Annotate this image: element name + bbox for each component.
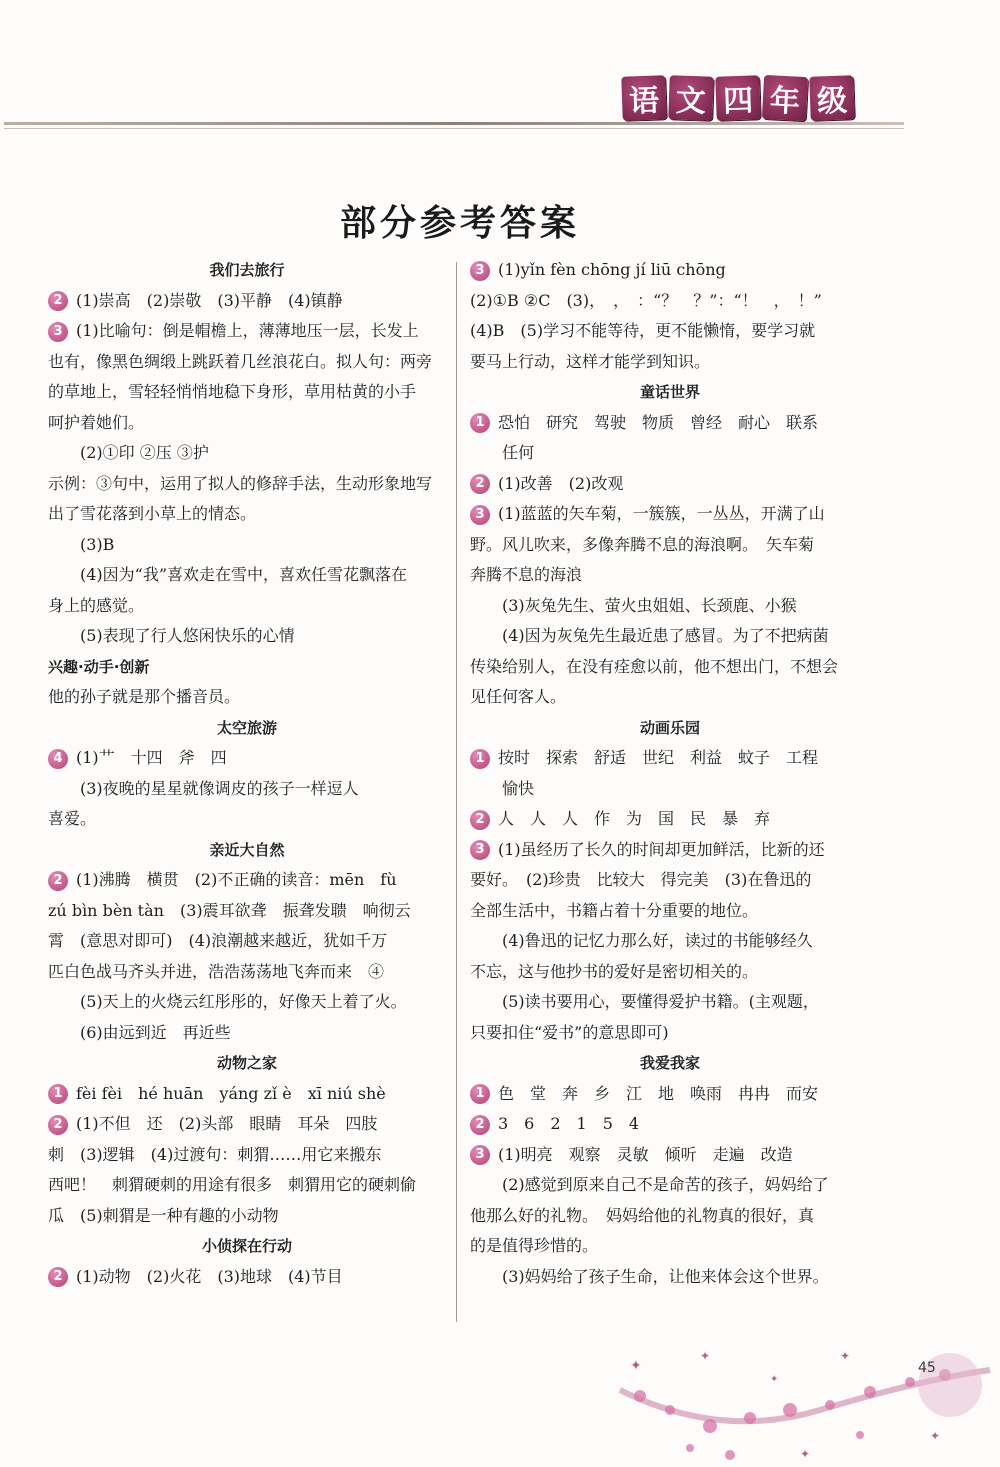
section-title <box>48 1048 446 1079</box>
answer-text: 身上的感觉。 <box>48 595 145 615</box>
answer-text: (1)明亮 观察 灵敏 倾听 走遍 改造 <box>498 1144 793 1164</box>
left-column <box>48 255 446 1292</box>
svg-text:✦: ✦ <box>630 1358 642 1374</box>
page-number: 45 <box>918 1360 936 1376</box>
answer-line <box>470 987 870 1018</box>
answer-line <box>470 591 870 622</box>
answer-line <box>48 408 446 439</box>
answer-text: 的是值得珍惜的。 <box>470 1236 599 1255</box>
answer-text: 传染给别人，在没有痊愈以前，他不想出门，不想会 <box>470 656 839 676</box>
question-number-badge: 2 <box>48 291 68 311</box>
answer-text: 要马上行动，这样才能学到知识。 <box>470 351 711 371</box>
answer-text: 瓜 (5)刺猬是一种有趣的小动物 <box>48 1205 279 1225</box>
answer-line <box>48 987 446 1018</box>
answer-text: (2)感觉到原来自己不是命苦的孩子，妈妈给了 <box>502 1175 829 1194</box>
answer-text: 西吧！ 刺猬硬刺的用途有很多 刺猬用它的硬刺偷 <box>48 1175 417 1194</box>
answer-line <box>470 957 870 988</box>
section-title <box>48 1231 446 1262</box>
answer-line <box>470 1018 870 1049</box>
answer-line <box>470 682 870 713</box>
answer-line <box>470 286 870 317</box>
answer-text: (2)①印 ②压 ③护 <box>80 443 209 462</box>
answer-text: 动画乐园 <box>639 718 700 737</box>
answer-line <box>48 743 446 774</box>
answer-line <box>470 774 870 805</box>
answer-text: 童话世界 <box>639 383 700 401</box>
answer-line <box>48 1079 446 1110</box>
answer-line <box>48 1201 446 1232</box>
answer-line <box>48 499 446 530</box>
answer-line <box>470 743 870 774</box>
answer-text: (5)读书要用心，要懂得爱护书籍。(主观题， <box>502 992 819 1011</box>
answer-line <box>48 957 446 988</box>
question-number-badge: 1 <box>470 413 490 433</box>
answer-text: (5)表现了行人悠闲快乐的心情 <box>80 626 295 645</box>
question-number-badge: 1 <box>470 1084 490 1104</box>
answer-line <box>48 1109 446 1140</box>
question-number-badge: 2 <box>470 1115 490 1135</box>
header-rule <box>4 122 904 125</box>
answer-text: 他的孙子就是那个播音员。 <box>48 687 241 706</box>
answer-text: 不忘，这与他抄书的爱好是密切相关的。 <box>470 961 759 981</box>
answer-line <box>470 1231 870 1262</box>
question-number-badge: 2 <box>48 1267 68 1287</box>
question-number-badge: 2 <box>48 871 68 891</box>
answer-text: 愉快 <box>502 778 535 798</box>
answer-text: (4)因为“我”喜欢走在雪中，喜欢任雪花飘落在 <box>80 565 408 584</box>
answer-line <box>48 469 446 500</box>
answer-text: (1)yǐn fèn chōng jí liū chōng <box>498 260 726 279</box>
answer-text: 按时 探索 舒适 世纪 利益 蚊子 工程 <box>498 748 819 767</box>
answer-line <box>48 347 446 378</box>
answer-text: 刺 (3)逻辑 (4)过渡句：刺猬……用它来搬东 <box>48 1144 382 1164</box>
answer-line <box>470 652 870 683</box>
answer-text: (3)妈妈给了孩子生命，让他来体会这个世界。 <box>502 1266 829 1286</box>
section-title <box>470 377 870 408</box>
answer-line <box>470 438 870 469</box>
svg-text:✦: ✦ <box>700 1349 711 1363</box>
answer-line <box>48 621 446 652</box>
answer-line <box>470 896 870 927</box>
answer-text: (1)蓝蓝的矢车菊，一簇簇，一丛丛，开满了山 <box>498 504 825 523</box>
answer-text: 色 堂 奔 乡 江 地 唤雨 冉冉 而安 <box>498 1083 819 1103</box>
answer-text: (1)虽经历了长久的时间却更加鲜活，比新的还 <box>498 839 825 859</box>
answer-line <box>48 530 446 561</box>
question-number-badge: 3 <box>470 261 490 281</box>
section-title <box>48 835 446 866</box>
grade-char: 文 <box>668 75 714 121</box>
answer-text: 野。风儿吹来，多像奔腾不息的海浪啊。 矢车菊 <box>470 534 815 554</box>
answer-text: (1)改善 (2)改观 <box>498 473 624 493</box>
section-title <box>48 255 446 286</box>
answer-line <box>470 865 870 896</box>
answer-text: fèi fèi hé huān yáng zǐ è xī niú shè <box>76 1083 386 1103</box>
answer-text: 全部生活中，书籍占着十分重要的地位。 <box>470 900 759 920</box>
answer-line <box>48 377 446 408</box>
answer-text: 喜爱。 <box>48 809 97 828</box>
question-number-badge: 1 <box>470 749 490 769</box>
question-number-badge: 2 <box>470 810 490 830</box>
question-number-badge: 2 <box>470 474 490 494</box>
answer-text: 太空旅游 <box>216 718 277 737</box>
answer-line <box>48 926 446 957</box>
svg-text:✦: ✦ <box>800 1447 811 1461</box>
answer-text: 人 人 人 作 为 国 民 暴 弃 <box>498 809 771 828</box>
answer-text: (3)灰兔先生、萤火虫姐姐、长颈鹿、小猴 <box>502 595 797 615</box>
answer-line <box>48 865 446 896</box>
answer-line <box>470 835 870 866</box>
answer-text: 恐怕 研究 驾驶 物质 曾经 耐心 联系 <box>498 412 819 432</box>
answer-line <box>48 804 446 835</box>
answer-line <box>48 896 446 927</box>
answer-text: 见任何客人。 <box>470 687 567 706</box>
answer-text: 3 6 2 1 5 4 <box>498 1114 640 1133</box>
column-divider <box>456 262 457 1322</box>
answer-text: 示例：③句中，运用了拟人的修辞手法，生动形象地写 <box>48 473 433 493</box>
section-title <box>470 713 870 744</box>
answer-text: 他那么好的礼物。 妈妈给他的礼物真的很好，真 <box>470 1205 815 1225</box>
question-number-badge: 3 <box>470 505 490 525</box>
answer-text: 也有，像黑色绸缎上跳跃着几丝浪花白。拟人句：两旁 <box>48 351 433 371</box>
answer-line <box>48 652 446 683</box>
question-number-badge: 1 <box>48 1084 68 1104</box>
answer-text: 奔腾不息的海浪 <box>470 565 583 584</box>
answer-text: (1)比喻句：倒是帽檐上，薄薄地压一层，长发上 <box>76 321 419 340</box>
flower-decoration <box>600 1330 1000 1467</box>
answer-text: 要好。 (2)珍贵 比较大 得完美 (3)在鲁迅的 <box>470 870 812 889</box>
answer-line <box>48 1018 446 1049</box>
answer-line <box>470 1201 870 1232</box>
question-number-badge: 3 <box>48 322 68 342</box>
answer-text: 兴趣·动手·创新 <box>48 657 150 676</box>
answer-line <box>470 530 870 561</box>
answer-text: 亲近大自然 <box>209 840 285 859</box>
answer-text: (6)由远到近 再近些 <box>80 1022 231 1042</box>
answer-line <box>470 316 870 347</box>
answer-line <box>470 469 870 500</box>
answer-text: 动物之家 <box>216 1054 277 1072</box>
grade-char: 年 <box>762 75 808 121</box>
grade-char: 语 <box>621 75 667 121</box>
answer-text: 霄 (意思对即可) (4)浪潮越来越近，犹如千万 <box>48 931 388 950</box>
answer-line <box>470 408 870 439</box>
answer-line <box>470 347 870 378</box>
answer-text: (5)天上的火烧云红彤彤的，好像天上着了火。 <box>80 992 407 1011</box>
answer-text: 匹白色战马齐头并进，浩浩荡荡地飞奔而来 ④ <box>48 961 385 981</box>
answer-text: (1)沸腾 横贯 (2)不正确的读音：mēn fù <box>76 870 397 889</box>
answer-line <box>470 1170 870 1201</box>
answer-line <box>470 1262 870 1293</box>
answer-text: (4)鲁迅的记忆力那么好，读过的书能够经久 <box>502 931 813 950</box>
section-title <box>48 713 446 744</box>
answer-line <box>48 286 446 317</box>
answer-text: 呵护着她们。 <box>48 412 145 432</box>
answer-line <box>470 1140 870 1171</box>
answer-line <box>470 255 870 286</box>
answer-text: (4)因为灰兔先生最近患了感冒。为了不把病菌 <box>502 626 829 645</box>
question-number-badge: 3 <box>470 840 490 860</box>
answer-line <box>470 560 870 591</box>
right-column <box>470 255 870 1292</box>
question-number-badge: 3 <box>470 1145 490 1165</box>
answer-line <box>470 499 870 530</box>
svg-text:✦: ✦ <box>770 1374 779 1385</box>
page-title: 部分参考答案 <box>339 203 580 244</box>
svg-text:✦: ✦ <box>930 1429 941 1443</box>
answer-text: (1)崇高 (2)崇敬 (3)平静 (4)镇静 <box>76 290 343 310</box>
answer-line <box>48 774 446 805</box>
answer-text: (1)不但 还 (2)头部 眼睛 耳朵 四肢 <box>76 1114 378 1133</box>
answer-line <box>470 926 870 957</box>
answer-line <box>48 560 446 591</box>
answer-text: zú bìn bèn tàn (3)震耳欲聋 振聋发聩 响彻云 <box>48 900 411 920</box>
section-title <box>470 1048 870 1079</box>
answer-line <box>48 682 446 713</box>
answer-line <box>48 1170 446 1201</box>
header-rule-thin <box>4 128 904 129</box>
answer-text: (3)夜晚的星星就像调皮的孩子一样逗人 <box>80 778 359 798</box>
answer-text: 我们去旅行 <box>209 261 285 279</box>
answer-line <box>48 438 446 469</box>
answer-line <box>470 1109 870 1140</box>
answer-line <box>470 804 870 835</box>
answer-text: 的草地上，雪轻轻悄悄地稳下身形，草用枯黄的小手 <box>48 382 417 401</box>
answer-line <box>48 1262 446 1293</box>
grade-char: 四 <box>715 75 761 121</box>
question-number-badge: 4 <box>48 749 68 769</box>
grade-char: 级 <box>809 75 855 121</box>
answer-line <box>470 621 870 652</box>
answer-text: 只要扣住“爱书”的意思即可) <box>470 1022 669 1042</box>
answer-text: (1)动物 (2)火花 (3)地球 (4)节目 <box>76 1266 343 1286</box>
answer-line <box>470 1079 870 1110</box>
answer-text: (1)艹 十四 斧 四 <box>76 748 227 767</box>
answer-text: (2)①B ②C (3)， ， ：“？ ？”：“！ ， ！” <box>470 290 822 310</box>
answer-line <box>48 591 446 622</box>
answer-text: (4)B (5)学习不能等待，更不能懒惰，要学习就 <box>470 321 816 340</box>
answer-text: 我爱我家 <box>639 1054 700 1072</box>
question-number-badge: 2 <box>48 1115 68 1135</box>
answer-text: (3)B <box>80 534 115 554</box>
svg-text:✦: ✦ <box>840 1349 851 1363</box>
answer-text: 小侦探在行动 <box>201 1237 292 1255</box>
answer-text: 任何 <box>502 443 535 462</box>
answer-line <box>48 1140 446 1171</box>
grade-badge <box>622 76 854 120</box>
answer-line <box>48 316 446 347</box>
answer-text: 出了雪花落到小草上的情态。 <box>48 504 257 523</box>
